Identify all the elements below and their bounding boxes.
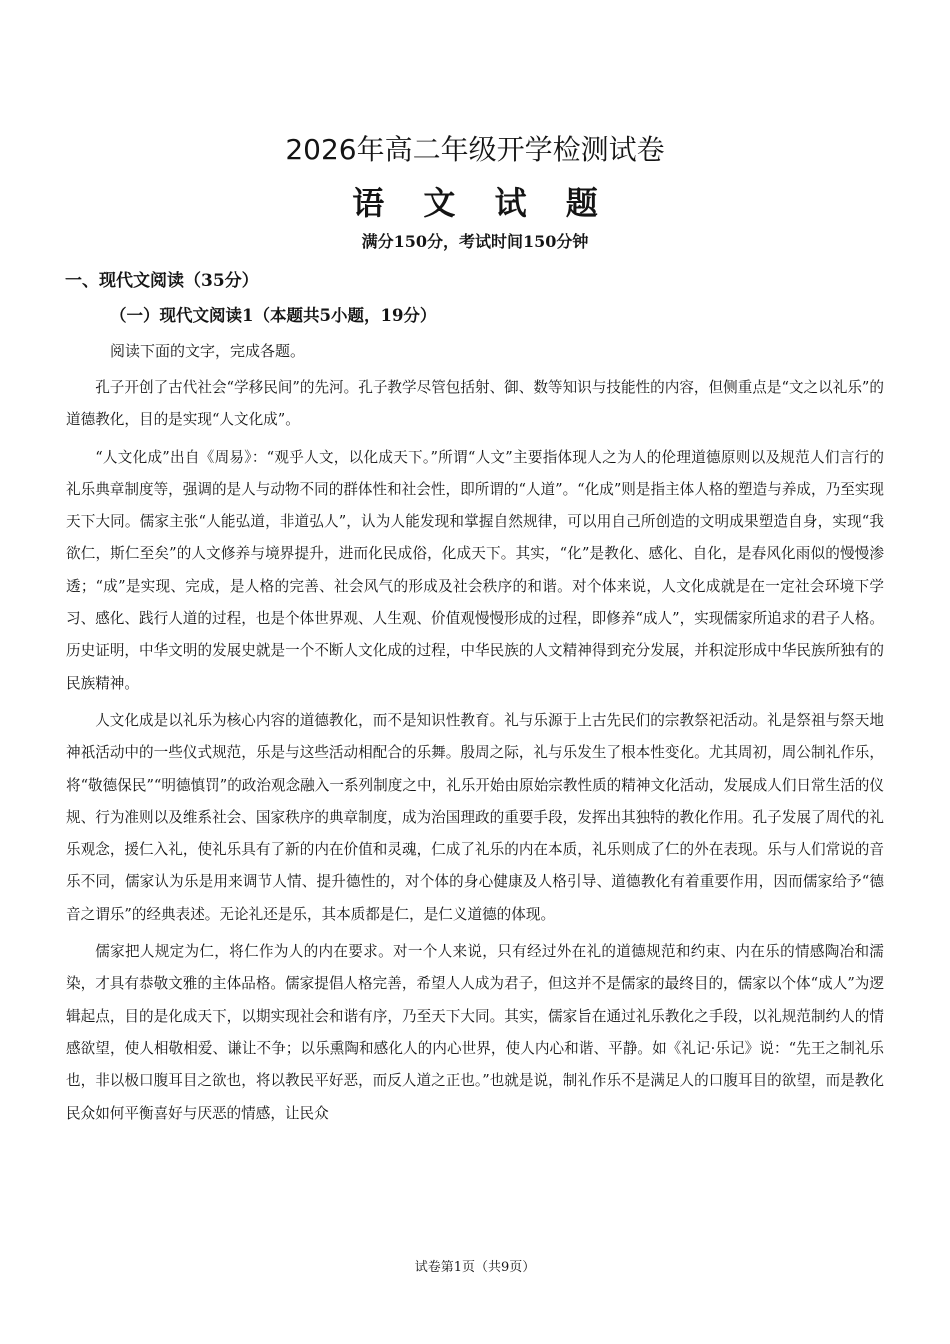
page-footer: 试卷第1页（共9页） — [414, 1260, 536, 1275]
score-time-info: 满分150分，考试时间150分钟 — [361, 232, 589, 251]
subsection-heading: （一）现代文阅读1（本题共5小题，19分） — [110, 306, 437, 325]
subject-title: 语 文 试 题 — [352, 184, 612, 222]
passage-paragraph: “人文化成”出自《周易》：“观乎人文，以化成天下。”所谓“人文”主要指体现人之为人的伦理道德原则以及规范人们言行的礼乐典章制度等，强调的是人与动物不同的群体性和社会性，即所谓的“人道”。“化成”则是指主体人格的塑造与养成，乃至实现天下大同。儒家主张“人能弘道，非道弘人”，认为人能发现和掌握自然规律，可以用自己所创造的文明成果塑造自身，实现“我欲仁，斯仁至矣”的人文修养与境界提升，进而化民成俗，化成天下。其实，“化”是教化、感化、自化，是春风化雨似的慢慢渗透；“成”是实现、完成，是人格的完善、社会风气的形成及社会秩序的和谐。对个体来说，人文化成就是在一定社会环境下学习、感化、践行人道的过程，也是个体世界观、人生观、价值观慢慢形成的过程，即修养“成人”，实现儒家所追求的君子人格。历史证明，中华文明的发展史就是一个不断人文化成的过程，中华民族的人文精神得到充分发展，并积淀形成中华民族所独有的民族精神。 — [66, 448, 884, 692]
reading-instruction: 阅读下面的文字，完成各题。 — [110, 342, 306, 360]
passage-paragraph: 孔子开创了古代社会“学移民间”的先河。孔子教学尽管包括射、御、数等知识与技能性的内容，但侧重点是“文之以礼乐”的道德教化，目的是实现“人文化成”。 — [66, 379, 884, 429]
exam-title: 2026年高二年级开学检测试卷 — [285, 133, 665, 166]
reading-passage — [66, 372, 884, 1130]
section-heading: 一、现代文阅读（35分） — [65, 271, 259, 291]
passage-paragraph: 儒家把人规定为仁，将仁作为人的内在要求。对一个人来说，只有经过外在礼的道德规范和约束、内在乐的情感陶冶和濡染，才具有恭敬文雅的主体品格。儒家提倡人格完善，希望人人成为君子，但这并不是儒家的最终目的，儒家以个体“成人”为逻辑起点，目的是化成天下，以期实现社会和谐有序，乃至天下大同。其实，儒家旨在通过礼乐教化之手段，以礼规范制约人的情感欲望，使人相敬相爱、谦让不争；以乐熏陶和感化人的内心世界，使人内心和谐、平静。如《礼记·乐记》说：“先王之制礼乐也，非以极口腹耳目之欲也，将以教民平好恶，而反人道之正也。”也就是说，制礼作乐不是满足人的口腹耳目的欲望，而是教化民众如何平衡喜好与厌恶的情感，让民众 — [66, 943, 884, 1122]
passage-paragraph: 人文化成是以礼乐为核心内容的道德教化，而不是知识性教育。礼与乐源于上古先民们的宗教祭祀活动。礼是祭祖与祭天地神祇活动中的一些仪式规范，乐是与这些活动相配合的乐舞。殷周之际，礼与乐发生了根本性变化。尤其周初，周公制礼作乐，将“敬德保民”“明德慎罚”的政治观念融入一系列制度之中，礼乐开始由原始宗教性质的精神文化活动，发展成人们日常生活的仪规、行为准则以及维系社会、国家秩序的典章制度，成为治国理政的重要手段，发挥出其独特的教化作用。孔子发展了周代的礼乐观念，援仁入礼，使礼乐具有了新的内在价值和灵魂，仁成了礼乐的内在本质，礼乐则成了仁的外在表现。乐与人们常说的音乐不同，儒家认为乐是用来调节人情、提升德性的，对个体的身心健康及人格引导、道德教化有着重要作用，因而儒家给予“德音之谓乐”的经典表述。无论礼还是乐，其本质都是仁，是仁义道德的体现。 — [66, 711, 884, 923]
